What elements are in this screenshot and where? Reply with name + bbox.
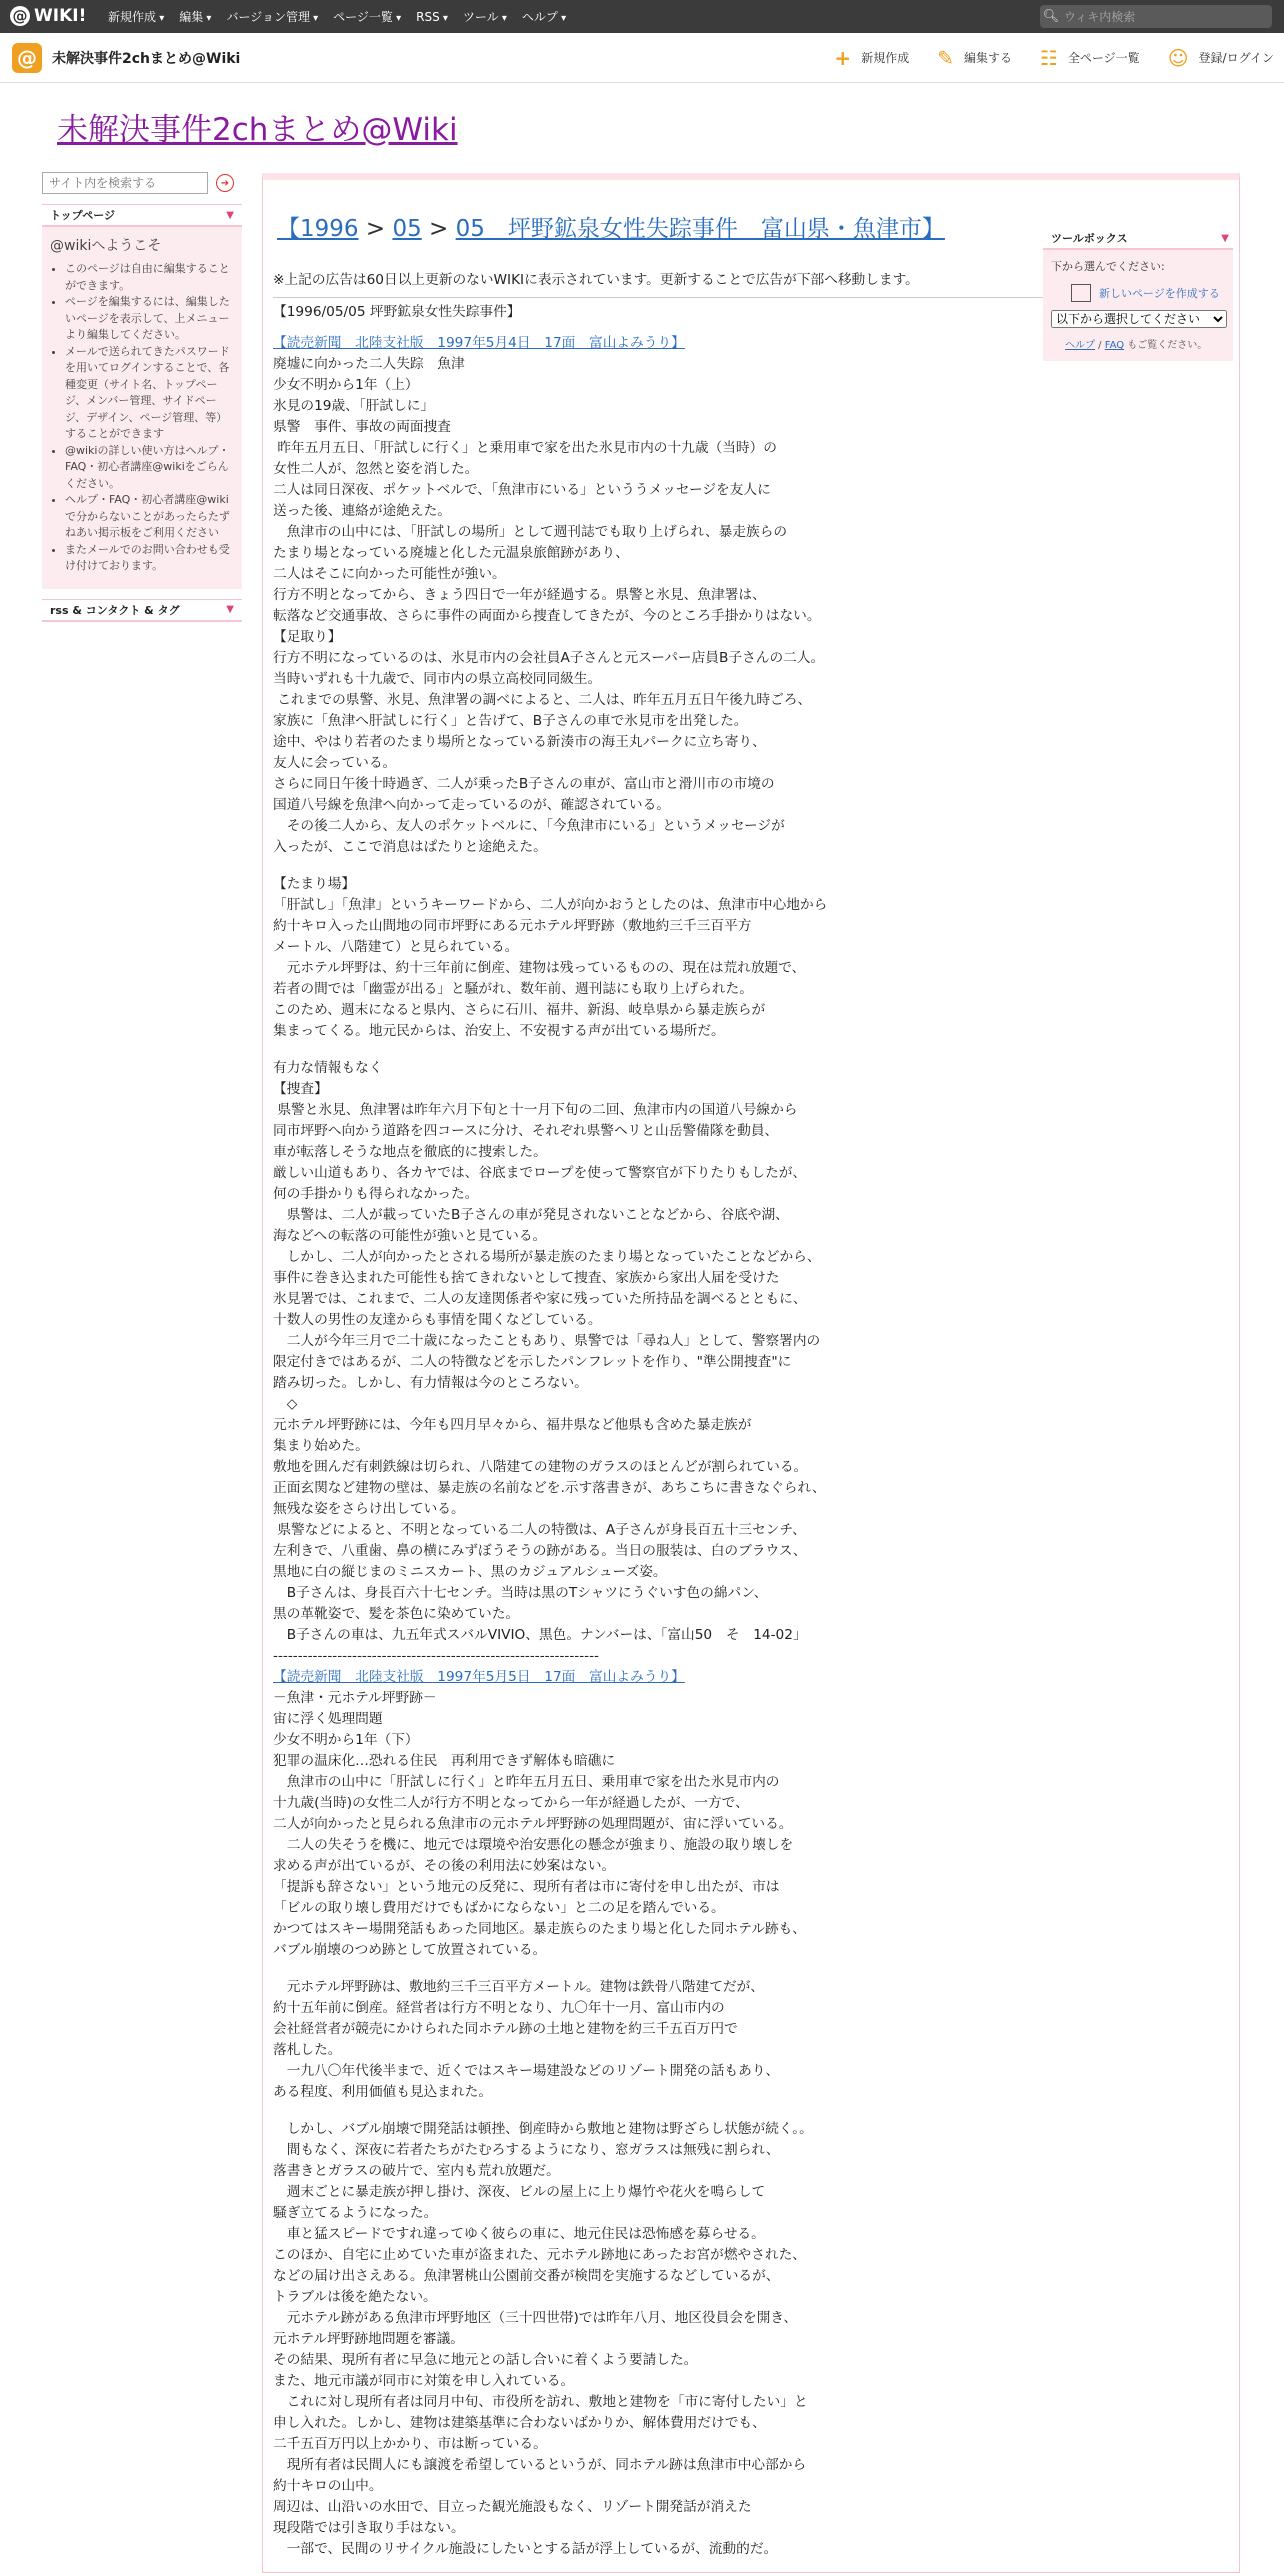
text-line: 県警と氷見、魚津署は昨年六月下旬と十一月下旬の二回、魚津市内の国道八号線から (273, 1102, 798, 1118)
text-line: 当時いずれも十九歳で、同市内の県立高校同同級生。 (273, 671, 602, 687)
breadcrumb-separator: > (365, 216, 386, 242)
text-line: その結果、現所有者に早急に地元との話し合いに着くよう要請した。 (273, 2352, 698, 2368)
text-line: 魚津市の山中には、「肝試しの場所」として週刊誌でも取り上げられ、暴走族らの (273, 524, 788, 540)
text-line: 現段階では引き取り手はない。 (273, 2520, 465, 2536)
text-line: 十数人の男性の友達からも事情を聞くなどしている。 (273, 1312, 602, 1328)
text-line: ------------------------------------------------------------------ (273, 1648, 599, 1664)
text-line: 元ホテル跡がある魚津市坪野地区（三十四世帯)では昨年八月、地区役員会を開き、 (273, 2310, 798, 2326)
list-item: • メールで送られてきたパスワードを用いてログインすることで、各種変更（サイト名、トップページ、メンバー管理、サイドページ、デザイン、ページ管理、等）することができます (65, 344, 234, 443)
text-line: 途中、やはり若者のたまり場所となっている新湊市の海王丸パークに立ち寄り、 (273, 734, 766, 750)
text-line: しかし、二人が向かったとされる場所が暴走族のたまり場となっていたことなどから、 (273, 1249, 821, 1265)
ad-notice: ※上記の広告は60日以上更新のないWIKIに表示されています。更新することで広告が下部へ移動します。 (273, 272, 919, 288)
text-line: 友人に会っている。 (273, 755, 397, 771)
text-line: 十九歳(当時)の女性二人が行方不明となってから一年が経過したが、一方で、 (273, 1795, 749, 1811)
text-line: メートル、八階建て）と見られている。 (273, 939, 519, 955)
search-icon[interactable]: 🔍︎ (1042, 9, 1060, 24)
collapse-icon[interactable]: ▼ (1221, 232, 1229, 244)
text-line: 約十キロの山中。 (273, 2478, 383, 2494)
all-pages-button[interactable] (1040, 46, 1140, 70)
faq-link[interactable]: FAQ (1104, 340, 1125, 351)
create-new-page-label: 新しいページを作成する (1099, 287, 1220, 300)
text-line: 車が転落しそうな地点を徹底的に捜索した。 (273, 1144, 547, 1160)
text-line: 元ホテル坪野は、約十三年前に倒産、建物は残っているものの、現在は荒れ放題で、 (273, 960, 806, 976)
menu-tools[interactable]: ツール ▾ (463, 8, 507, 25)
top-page-box (42, 204, 242, 589)
top-page-list (50, 261, 234, 575)
text-line: 集まり始めた。 (273, 1438, 369, 1454)
text-line: 廃墟に向かった二人失踪 魚津 (273, 356, 465, 372)
site-actions (834, 33, 1274, 82)
main-content-frame (262, 173, 1240, 2573)
text-line: 犯罪の温床化…恐れる住民 再利用できず解体も暗礁に (273, 1753, 616, 1769)
text-line: 「肝試し」「魚津」というキーワードから、二人が向かおうとしたのは、魚津市中心地から (273, 897, 828, 913)
left-sidebar (42, 172, 242, 622)
text-line: 家族に「魚津へ肝試しに行く」と告げて、B子さんの車で氷見市を出発した。 (273, 713, 748, 729)
menu-page-list[interactable]: ページ一覧 ▾ (333, 8, 401, 25)
spacer (273, 1961, 1053, 1977)
text-line: その後二人から、友人のポケットベルに、「今魚津市にいる」というメッセージが (273, 818, 785, 834)
help-slash: / (1095, 340, 1105, 351)
site-search-input[interactable] (42, 172, 208, 194)
text-line: 行方不明となってから、きょう四日で一年が経過する。県警と氷見、魚津署は、 (273, 587, 766, 603)
text-block (273, 1058, 1053, 1667)
site-logo-icon: @ (12, 43, 42, 73)
site-search (42, 172, 242, 194)
list-item: • またメールでのお問い合わせも受け付けております。 (65, 542, 234, 575)
breadcrumb-month-link[interactable]: 05 (392, 216, 422, 242)
text-line: 落札した。 (273, 2042, 342, 2058)
welcome-text: @wikiへようこそ (50, 238, 162, 254)
text-line: 無残な姿をさらけ出している。 (273, 1501, 465, 1517)
help-link[interactable]: ヘルプ (1065, 340, 1095, 351)
text-line: 何の手掛かりも得られなかった。 (273, 1186, 479, 1202)
at-logo-icon: @ (10, 6, 30, 26)
text-line: 昨年五月五日、「肝試しに行く」と乗用車で家を出た氷見市内の十九歳（当時）の (273, 440, 777, 456)
text-line: 「提訴も辞さない」という地元の反発に、現所有者は市に寄付を申し出たが、市は (273, 1879, 780, 1895)
text-line: などの届け出さえある。魚津署桃山公園前交番が検問を実施するなどしているが、 (273, 2268, 780, 2284)
rss-contact-tag-header[interactable] (42, 600, 242, 622)
text-line: 送った後、連絡が途絶えた。 (273, 503, 451, 519)
text-line: 県警 事件、事故の両面捜査 (273, 419, 451, 435)
top-page-title: トップページ (50, 209, 116, 222)
text-line: 左利きで、八重歯、鼻の横にみずぼうそうの跡がある。当日の服装は、白のブラウス、 (273, 1543, 807, 1559)
text-line: 海などへの転落の可能性が強いと見ている。 (273, 1228, 547, 1244)
text-line: 二人が今年三月で二十歳になったこともあり、県警では「尋ね人」として、警察署内の (273, 1333, 821, 1349)
text-block (273, 2119, 1053, 2560)
text-line: 騒ぎ立てるようになった。 (273, 2205, 438, 2221)
text-line: しかし、バブル崩壊で開発話は頓挫、倒産時から敷地と建物は野ざらし状態が続く。。 (273, 2121, 813, 2137)
list-item: • このページは自由に編集することができます。 (65, 261, 234, 294)
text-line: 二人が向かったと見られる魚津市の元ホテル坪野跡の処理問題が、宙に浮いている。 (273, 1816, 793, 1832)
menu-edit[interactable]: 編集 ▾ (179, 8, 211, 25)
new-page-button[interactable] (834, 46, 909, 70)
source-link-1[interactable]: 【読売新聞 北陸支社版 1997年5月4日 17面 富山よみうり】 (273, 335, 685, 351)
text-line: 二千五百万円以上かかり、市は断っている。 (273, 2436, 547, 2452)
text-line: また、地元市議が同市に対策を申し入れている。 (273, 2373, 575, 2389)
text-line: －魚津・元ホテル坪野跡－ (273, 1690, 437, 1706)
text-line: 【捜査】 (273, 1081, 328, 1097)
document-icon: ☷ (1039, 45, 1058, 70)
text-line: 氷見署では、これまで、二人の友達関係者や家に残っていた所持品を調べるとともに、 (273, 1291, 807, 1307)
text-line: 行方不明になっているのは、氷見市内の会社員A子さんと元スーパー店員B子さんの二人。 (273, 650, 825, 666)
text-line: トラブルは後を絶たない。 (273, 2289, 437, 2305)
site-header-bar (0, 33, 1284, 83)
text-line: 同市坪野へ向かう道路を四コースに分け、それぞれ県警ヘリと山岳警備隊を動員、 (273, 1123, 779, 1139)
text-line: 一九八〇年代後半まで、近くではスキー場建設などのリゾート開発の話もあり、 (273, 2063, 780, 2079)
text-line: 周辺は、山沿いの水田で、目立った観光施設もなく、リゾート開発話が消えた (273, 2499, 752, 2515)
text-line: 国道八号線を魚津へ向かって走っているのが、確認されている。 (273, 797, 670, 813)
text-line: 「ビルの取り壊し費用だけでもばかにならない」と二の足を踏んでいる。 (273, 1900, 725, 1916)
edit-label: 編集する (963, 51, 1012, 65)
text-line: 二人の失そうを機に、地元では環境や治安悪化の懸念が強まり、施設の取り壊しを (273, 1837, 794, 1853)
new-page-icon (1071, 284, 1091, 302)
text-line: 【足取り】 (273, 629, 342, 645)
menu-new[interactable]: 新規作成 ▾ (108, 8, 164, 25)
toolbox-title: ツールボックス (1051, 232, 1128, 245)
breadcrumb (277, 210, 945, 243)
register-login-label: 登録/ログイン (1198, 51, 1274, 65)
text-line: バブル崩壊のつめ跡として放置されている。 (273, 1942, 547, 1958)
list-item: • @wikiの詳しい使い方はヘルプ・FAQ・初心者講座@wikiをごらんください。 (65, 443, 234, 493)
pencil-icon: ✎ (937, 45, 954, 70)
text-line: 限定付きではあるが、二人の特徴などを示したパンフレットを作り、"準公開捜査"に (273, 1354, 792, 1370)
site-brand[interactable] (12, 43, 240, 73)
text-line: 約十五年前に倒産。経営者は行方不明となり、九〇年十一月、富山市内の (273, 2000, 725, 2016)
create-new-page-link[interactable] (1071, 284, 1225, 302)
site-name: 未解決事件2chまとめ@Wiki (52, 51, 241, 67)
menu-rss[interactable]: RSS ▾ (416, 10, 448, 24)
text-line: 二人はそこに向かった可能性が強い。 (273, 566, 506, 582)
help-suffix: もご覧ください。 (1124, 340, 1208, 351)
wiki-search-input[interactable] (1062, 9, 1266, 25)
text-line: 厳しい山道もあり、各カヤでは、谷底までロープを使って警察官が下りたりもしたが、 (273, 1165, 807, 1181)
toolbox-prompt: 下から選んでください: (1051, 260, 1165, 273)
rss-contact-tag-box (42, 599, 242, 622)
text-line: 少女不明から1年（下） (273, 1732, 419, 1748)
all-pages-label: 全ページ一覧 (1067, 51, 1140, 65)
text-line: 宙に浮く処理問題 (273, 1711, 383, 1727)
text-line: 正面玄関など建物の壁は、暴走族の名前などを.示す落書きが、あちこちに書きなぐられ、 (273, 1480, 826, 1496)
user-add-icon: ☺ (1167, 45, 1189, 70)
text-line: 週末ごとに暴走族が押し掛け、深夜、ビルの屋上に上り爆竹や花火を鳴らして (273, 2184, 766, 2200)
text-line: 少女不明から1年（上） (273, 377, 419, 393)
text-block (273, 1977, 1053, 2103)
breadcrumb-page-link[interactable]: 05 坪野鉱泉女性失踪事件 富山県・魚津市】 (455, 216, 945, 242)
text-line: 求める声が出ているが、その後の利用法に妙案はない。 (273, 1858, 616, 1874)
text-line: 間もなく、深夜に若者たちがたむろするようになり、窓ガラスは無残に割られ、 (273, 2142, 780, 2158)
text-line: 転落など交通事故、さらに事件の両面から捜査してきたが、今のところ手掛かりはない。 (273, 608, 821, 624)
menu-version[interactable]: バージョン管理 ▾ (226, 8, 318, 25)
text-line: かつてはスキー場開発話もあった同地区。暴走族らのたまり場と化した同ホテル跡も、 (273, 1921, 806, 1937)
breadcrumb-year-link[interactable]: 【1996 (277, 216, 359, 242)
text-line: 現所有者は民間人にも譲渡を希望しているというが、同ホテル跡は魚津市中心部から (273, 2457, 807, 2473)
divider (273, 297, 1043, 298)
text-line: 元ホテル坪野跡には、今年も四月早々から、福井県など他県も含めた暴走族が (273, 1417, 752, 1433)
text-line: 若者の間では「幽霊が出る」と騒がれ、数年前、週刊誌にも取り上げられた。 (273, 981, 753, 997)
text-line: 元ホテル坪野跡は、敷地約三千三百平方メートル。建物は鉄骨八階建てだが、 (273, 1979, 764, 1995)
text-line: ◇ (273, 1396, 298, 1412)
search-go-icon[interactable]: ➔ (216, 174, 234, 192)
register-login-button[interactable] (1168, 46, 1274, 70)
source-link-2[interactable]: 【読売新聞 北陸支社版 1997年5月5日 17面 富山よみうり】 (273, 1669, 685, 1685)
text-line: 一部で、民間のリサイクル施設にしたいとする話が浮上しているが、流動的だ。 (273, 2541, 778, 2557)
toolbox-body (1043, 250, 1233, 361)
text-line: このほか、自宅に止めていた車が盗まれた、元ホテル跡地にあったお宮が燃やされた、 (273, 2247, 806, 2263)
wiki-title-link[interactable]: 未解決事件2chまとめ@Wiki (57, 112, 458, 148)
text-line: 黒地に白の縦じまのミニスカート、黒のカジュアルシューズ姿。 (273, 1564, 667, 1580)
text-line: 黒の革靴姿で、髪を茶色に染めていた。 (273, 1606, 520, 1622)
text-line: 敷地を囲んだ有刺鉄線は切られ、八階建ての建物のガラスのほとんどが割られている。 (273, 1459, 808, 1475)
text-line: たまり場となっている廃墟と化した元温泉旅館跡があり、 (273, 545, 629, 561)
text-line: 有力な情報もなく (273, 1060, 383, 1076)
text-line: 入ったが、ここで消息はぱたりと途絶えた。 (273, 839, 547, 855)
logo-text: WIKI! (34, 6, 87, 26)
plus-icon: + (834, 45, 852, 70)
list-item: • ページを編集するには、編集したいページを表示して、上メニューより編集してください。 (65, 294, 234, 344)
text-line: 二人は同日深夜、ポケットベルで、「魚津市にいる」といううメッセージを友人に (273, 482, 771, 498)
article-subtitle: 【1996/05/05 坪野鉱泉女性失踪事件】 (273, 304, 521, 320)
toolbox-select[interactable] (1051, 310, 1227, 328)
help-text (1065, 336, 1225, 351)
text-line: 集まってくる。地元民からは、治安上、不安視する声が出ている場所だ。 (273, 1023, 725, 1039)
text-line: 県警は、二人が載っていたB子さんの車が発見されないことなどから、谷底や湖、 (273, 1207, 789, 1223)
text-line: このため、週末になると県内、さらに石川、福井、新潟、岐阜県から暴走族らが (273, 1002, 766, 1018)
toolbox-header[interactable] (1043, 228, 1233, 250)
text-block (273, 354, 1053, 858)
spacer (273, 1042, 1053, 1058)
text-line: ある程度、利用価値も見込まれた。 (273, 2084, 493, 2100)
toolbox (1043, 228, 1233, 361)
text-line: さらに同日午後十時過ぎ、二人が乗ったB子さんの車が、富山市と滑川市の市境の (273, 776, 775, 792)
top-page-header[interactable] (42, 205, 242, 227)
text-line: 【たまり場】 (273, 876, 356, 892)
spacer (273, 2103, 1053, 2119)
collapse-icon[interactable]: ▼ (226, 209, 234, 221)
text-line: B子さんの車は、九五年式スバルVIVIO、黒色。ナンバーは、「富山50 そ 14-02」 (273, 1627, 807, 1643)
text-block (273, 874, 1053, 1042)
text-line: 会社経営者が競売にかけられた同ホテル跡の土地と建物を約三千五百万円で (273, 2021, 738, 2037)
text-line: B子さんは、身長百六十七センチ。当時は黒のTシャツにうぐいす色の綿パン、 (273, 1585, 768, 1601)
wiki-search-box (1040, 5, 1272, 28)
spacer (273, 858, 1053, 874)
text-line: これまでの県警、氷見、魚津署の調べによると、二人は、昨年五月五日午後九時ごろ、 (273, 692, 812, 708)
top-page-body (42, 227, 242, 589)
menu-help[interactable]: ヘルプ ▾ (522, 8, 566, 25)
text-line: 車と猛スピードですれ違ってゆく彼らの車に、地元住民は恐怖感を募らせる。 (273, 2226, 765, 2242)
rss-contact-tag-title: rss & コンタクト & タグ (50, 603, 180, 617)
article-content (273, 270, 1053, 2560)
spacer (273, 323, 1053, 333)
text-line: 魚津市の山中に「肝試しに行く」と昨年五月五日、乗用車で家を出た氷見市内の (273, 1774, 780, 1790)
top-menu (108, 0, 566, 33)
top-navigation-bar (0, 0, 1284, 33)
list-item: • ヘルプ・FAQ・初心者講座@wiki で分からないことがあったらたずねあい掲示板をご利用ください (65, 492, 234, 542)
breadcrumb-separator: > (429, 216, 449, 242)
text-line: 女性二人が、忽然と姿を消した。 (273, 461, 479, 477)
text-block (273, 1688, 1053, 1961)
text-line: 氷見の19歳、「肝試しに」 (273, 398, 435, 414)
atwiki-logo[interactable] (10, 5, 86, 27)
text-line: 踏み切った。しかし、有力情報は今のところない。 (273, 1375, 588, 1391)
text-line: これに対し現所有者は同月中旬、市役所を訪れ、敷地と建物を「市に寄付したい」と (273, 2394, 808, 2410)
text-line: 約十キロ入った山間地の同市坪野にある元ホテル坪野跡（敷地約三千三百平方 (273, 918, 752, 934)
text-line: 事件に巻き込まれた可能性も捨てきれないとして捜査、家族から家出人届を受けた (273, 1270, 780, 1286)
text-line: 申し入れた。しかし、建物は建築基準に合わないばかりか、解体費用だけでも、 (273, 2415, 766, 2431)
new-page-label: 新規作成 (861, 51, 910, 65)
text-line: 元ホテル坪野跡地問題を審議。 (273, 2331, 464, 2347)
edit-button[interactable] (937, 46, 1012, 70)
text-line: 落書きとガラスの破片で、室内も荒れ放題だ。 (273, 2163, 560, 2179)
collapse-icon[interactable]: ▼ (226, 604, 234, 615)
text-line: 県警などによると、不明となっている二人の特徴は、A子さんが身長百五十三センチ、 (273, 1522, 806, 1538)
